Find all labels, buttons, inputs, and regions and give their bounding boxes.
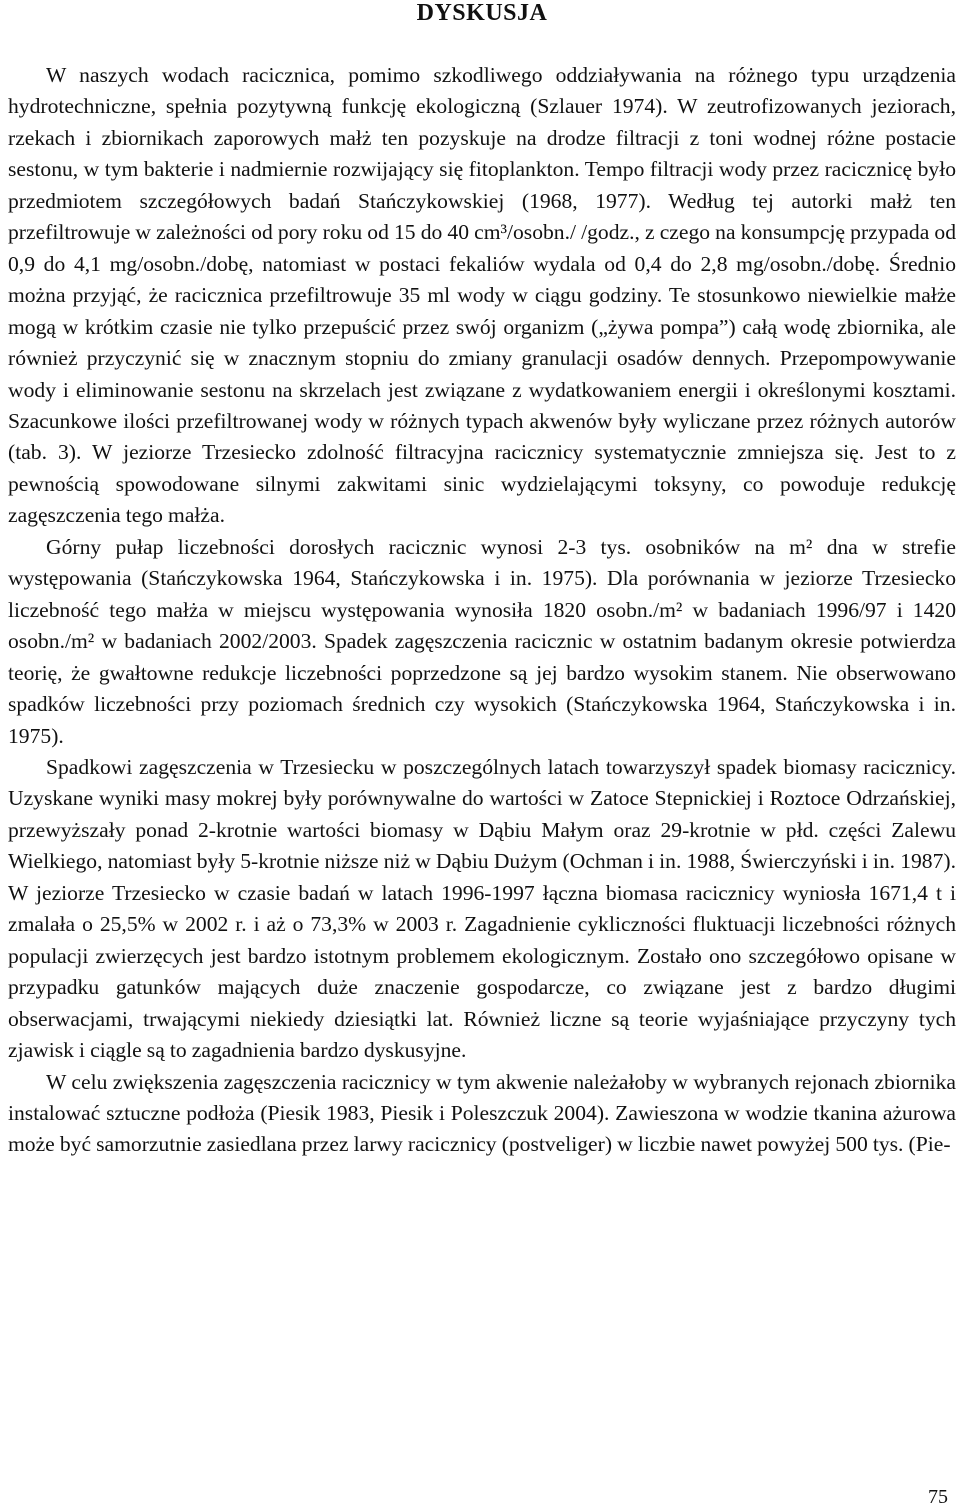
paragraph-biomass: Spadkowi zagęszczenia w Trzesiecku w poszczególnych latach towarzyszył spadek biomasy racicznicy. Uzyskane wyniki masy mokrej były porównywalne do wartości w Zatoce Stepnickiej i Roztoce Odrzańskiej, przewyższały ponad 2-krotnie wartości biomasy w Dąbiu Małym oraz 29-krotnie w płd. części Zalewu Wielkiego, natomiast były 5-krotnie niższe niż w Dąbiu Dużym (Ochman i in. 1988, Świerczyński i in. 1987). W jeziorze Trzesiecko w czasie badań w latach 1996-1997 łączna biomasa racicznicy wyniosła 1671,4 t i zmalała o 25,5% w 2002 r. i aż o 73,3% w 2003 r. Zagadnienie cykliczności fluktuacji liczebności różnych populacji zwierzęcych jest bardzo istotnym problemem ekologicznym. Zostało ono szczegółowo opisane w przypadku gatunków mających duże znaczenie gospodarcze, co związane jest z bardzo długimi obserwacjami, trwającymi niekiedy dziesiątki lat. Również liczne są teorie wyjaśniające przyczyny tych zjawisk i ciągle są to zagadnienia bardzo dyskusyjne. (8, 754, 956, 1063)
paragraph-filtration: W naszych wodach racicznica, pomimo szkodliwego oddziaływania na różnego typu urządzenia hydrotechniczne, spełnia pozytywną funkcję ekologiczną (Szlauer 1974). W zeutrofizowanych jeziorach, rzekach i zbiornikach zaporowych małż ten pozyskuje na drodze filtracji z toni wodnej różne postacie sestonu, w tym bakterie i nadmiernie rozwijający się fitoplankton. Tempo filtracji wody przez racicznicę było przedmiotem szczegółowych badań Stańczykowskiej (1968, 1977). Według tej autorki małż ten przefiltrowuje w zależności od pory roku od 15 do 40 cm³/osobn./ /godz., z czego na konsumpcję przypada od 0,9 do 4,1 mg/osobn./dobę, natomiast w postaci fekaliów wydala od 0,4 do 2,8 mg/osobn./dobę. Średnio można przyjąć, że racicznica przefiltrowuje 35 ml wody w ciągu godziny. Te stosunkowo niewielkie małże mogą w krótkim czasie nie tylko przepuścić przez swój organizm („żywa pompa”) całą wodę zbiornika, ale również przyczynić się w znacznym stopniu do zmiany granulacji osadów dennych. Przepompowywanie wody i eliminowanie sestonu na skrzelach jest związane z wydatkowaniem energii i określonymi kosztami. Szacunkowe ilości przefiltrowanej wody w różnych typach akwenów były wyliczane przez różnych autorów (tab. 3). W jeziorze Trzesiecko zdolność filtracyjna racicznicy systematycznie zmniejsza się. Jest to z pewnością spowodowane silnymi zakwitami sinic wydzielającymi toksyny, co powoduje redukcję zagęszczenia tego małża. (8, 63, 956, 528)
document-page (8, 0, 956, 1161)
section-heading: DYSKUSJA (416, 0, 548, 26)
page-number: 75 (928, 1486, 948, 1508)
paragraph-population-density: Górny pułap liczebności dorosłych racicznic wynosi 2-3 tys. osobników na m² dna w strefie występowania (Stańczykowska 1964, Stańczykowska i in. 1975). Dla porównania w jeziorze Trzesiecko liczebność tego małża w miejscu występowania wynosiła 1820 osobn./m² w badaniach 1996/97 i 1420 osobn./m² w badaniach 2002/2003. Spadek zagęszczenia racicznic w ostatnim badanym okresie potwierdza teorię, że gwałtowne redukcje liczebności poprzedzone są jej bardzo wysokim stanem. Nie obserwowano spadków liczebności przy poziomach średnich czy wysokich (Stańczykowska 1964, Stańczykowska i in. 1975). (8, 534, 956, 748)
paragraph-artificial-substrate: W celu zwiększenia zagęszczenia racicznicy w tym akwenie należałoby w wybranych rejonach zbiornika instalować sztuczne podłoża (Piesik 1983, Piesik i Poleszczuk 2004). Zawieszona w wodzie tkanina ażurowa może być samorzutnie zasiedlana przez larwy racicznicy (postveliger) w liczbie nawet powyżej 500 tys. (Pie- (8, 1069, 956, 1157)
